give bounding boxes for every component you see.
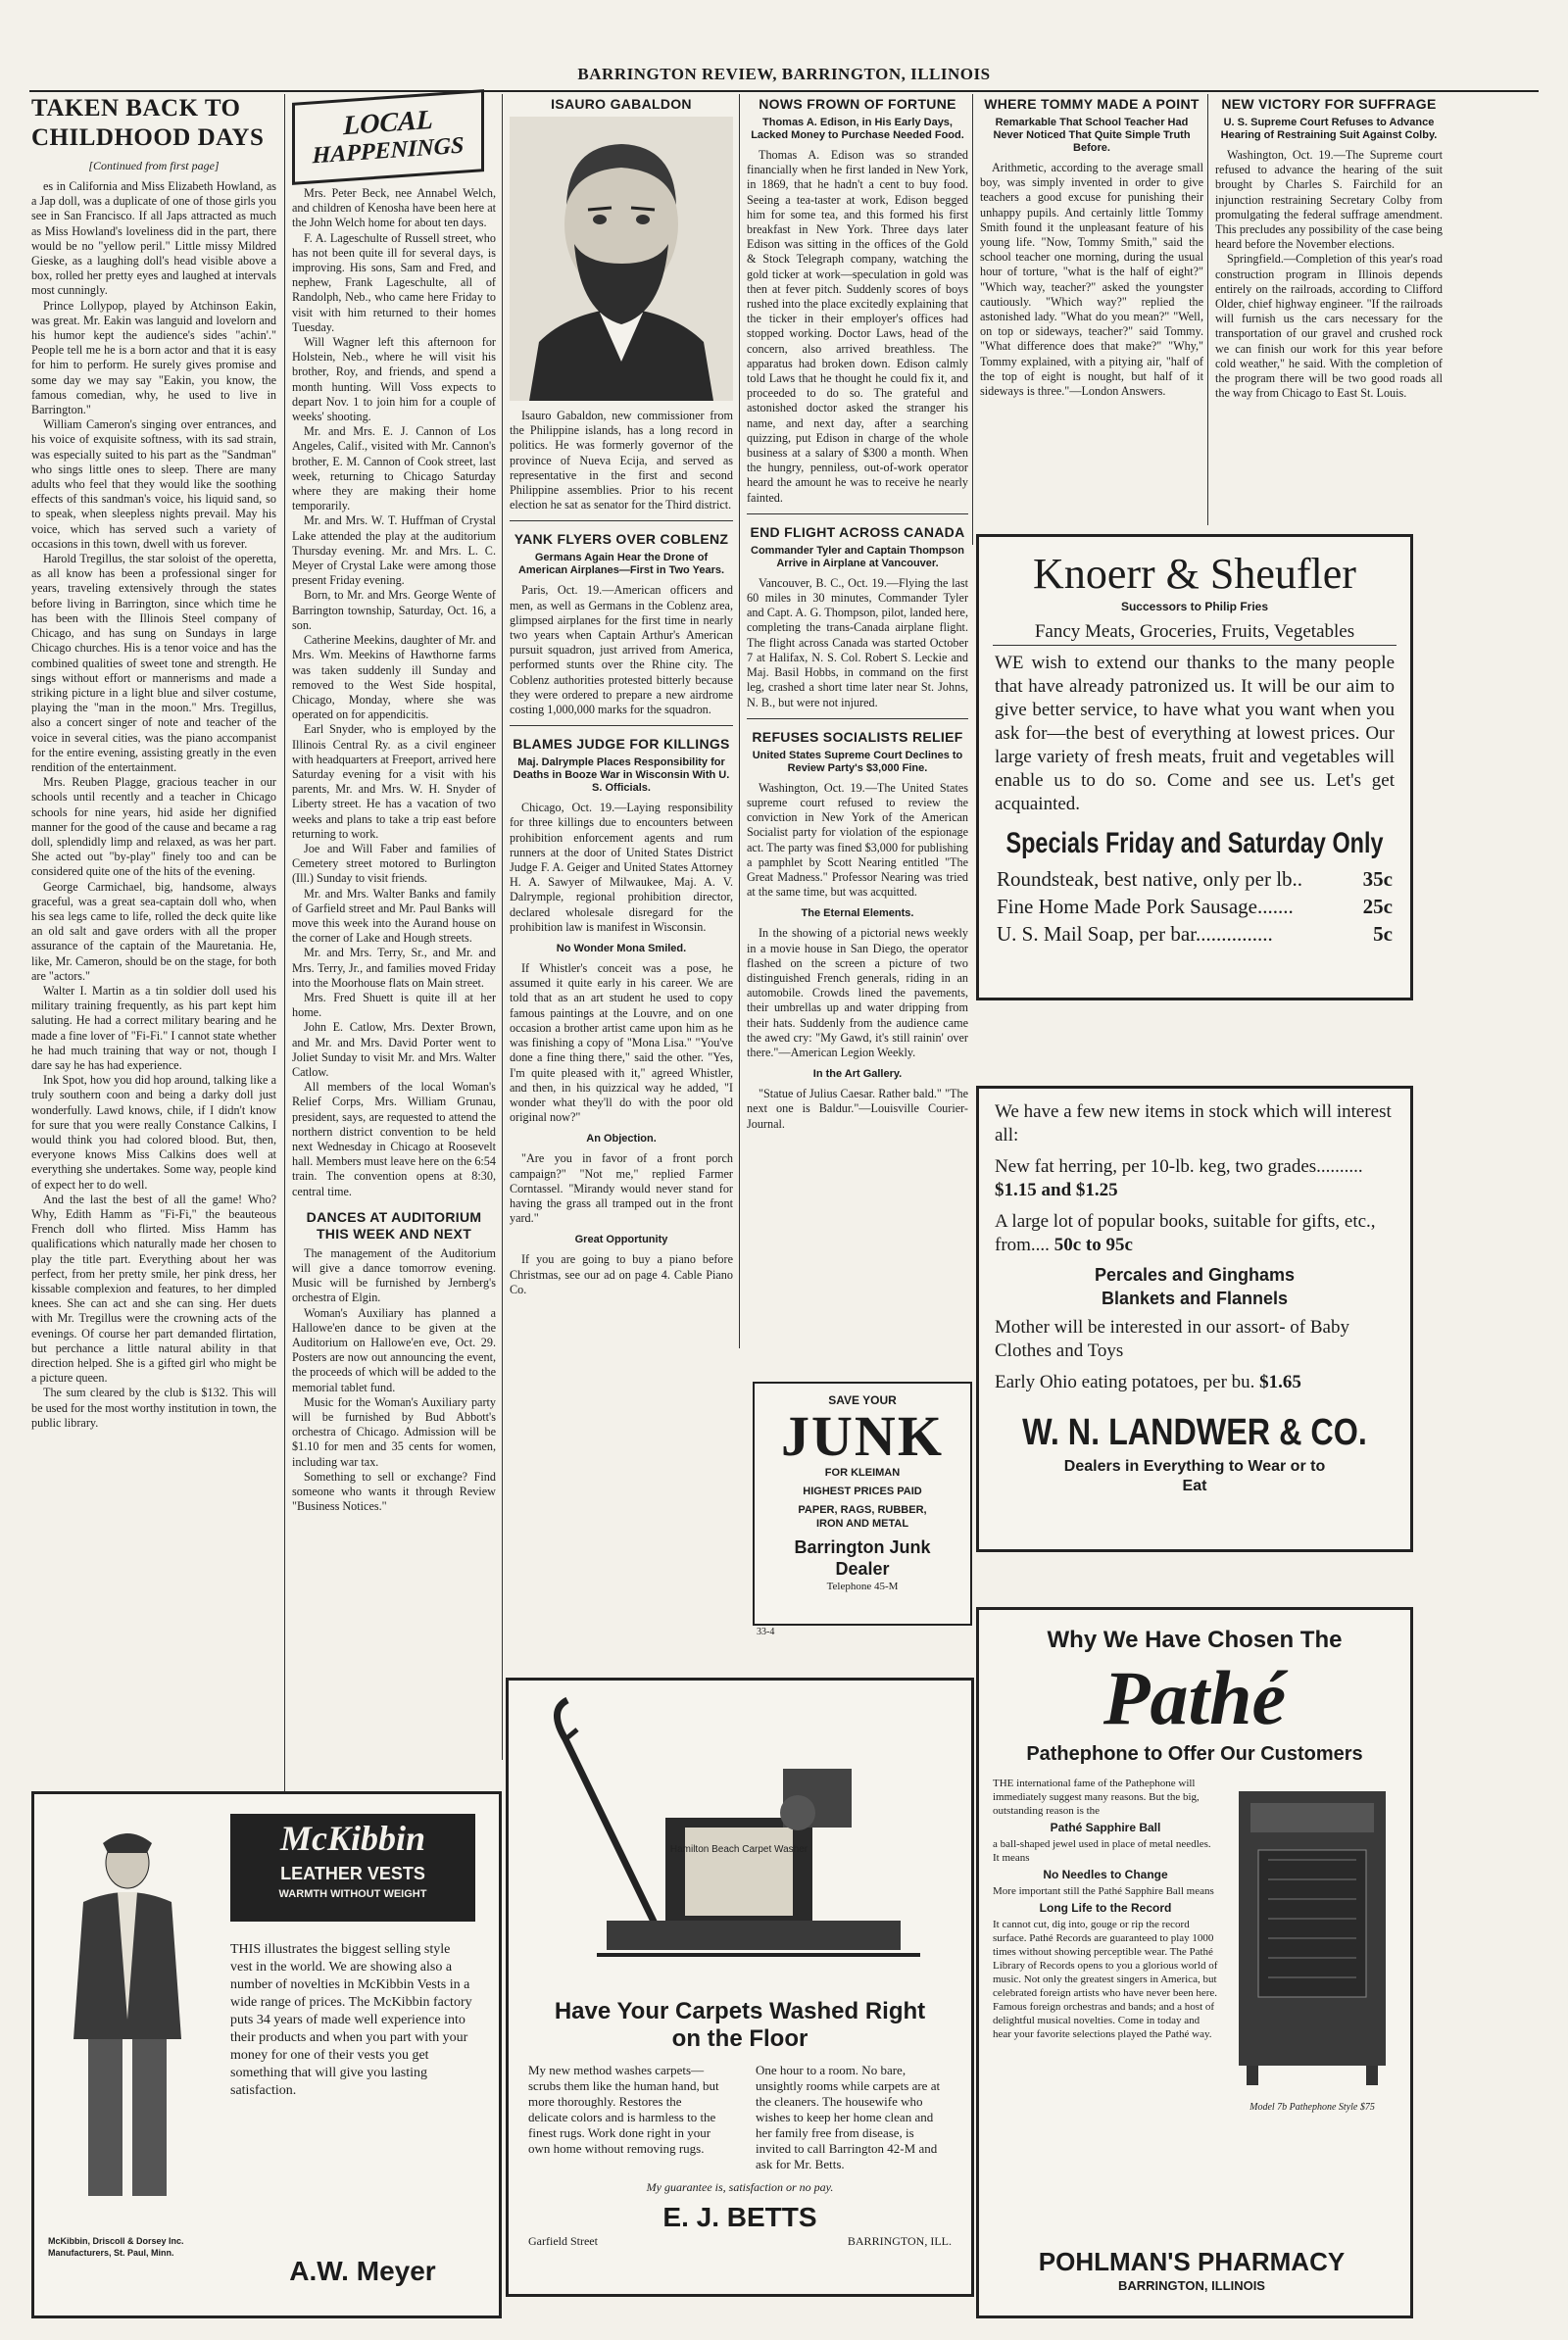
column-local-happenings (292, 94, 496, 1770)
ad-feature: No Needles to Change (1043, 1868, 1168, 1881)
ad-item: Blankets and Flannels (1101, 1289, 1289, 1308)
article-body (980, 161, 1203, 399)
paragraph: Music for the Woman's Auxiliary party will be furnished by Bud Abbott's orchestra of Chicago. Admission will be $1.10 for men and 35 cents for women, including war tax. (292, 1394, 496, 1469)
ad-feature: Long Life to the Record (1039, 1901, 1172, 1915)
ad-text: THE international fame of the Pathephone will immediately suggest many reasons. But the big, outstanding reason is the (993, 1778, 1200, 1817)
article-headline: YANK FLYERS OVER COBLENZ (514, 531, 729, 548)
ad-address: Garfield Street (528, 2234, 598, 2248)
ad-body (995, 1100, 1395, 1394)
news-item: Mr. and Mrs. Terry, Sr., and Mr. and Mrs. Terry, Jr., and families moved Friday into the Moorhouse flats on Main street. (292, 946, 496, 990)
article-body (510, 1252, 733, 1297)
article-body (510, 1151, 733, 1226)
article-headline: END FLIGHT ACROSS CANADA (750, 523, 965, 540)
paragraph: And the last the best of all the game! Who? Why, Edith Hamm as "Fi-Fi," the beauteous French doll who flirted. Miss Hamm has qualifications which naturally made her chosen to play the title part. Everything about her was perfect, from her pretty smile, her pink dress, her kissable complexion and features, to her dimpled knees. She can act and she can sing. Her duets with Mr. Tregillus were the crowning acts of the evenings. Of course her part demanded flirtation, but perchance a little natural ability in that direction helped. She is a gifted girl who might be a picture queen. (31, 1192, 276, 1386)
article-deck: U. S. Supreme Court Refuses to Advance Hearing of Restraining Suit Against Colby. (1220, 117, 1438, 141)
item-price: 25c (1362, 895, 1393, 918)
paragraph: Harold Tregillus, the star soloist of the operetta, as all know has been a professional singer for years, traveling extensively through the states before living in Barrington, since which time he has been with the Illinois Steel company of Chicago, and has sung on Sundays in large Chicago churches. His is a tenor voice and has the combined qualities of sweet tone and strength. He sings without effort or mannerisms and made a striking picture in a light blue and silver costume, playing the "man in the moon." Mrs. Tregillus, also a concert singer of note and teacher of the voice in several cities, was the piano accompanist for the entire evening, assisting greatly in the even rendition of the entertainment. (31, 552, 276, 774)
item-label: Early Ohio eating potatoes, per bu. (995, 1372, 1255, 1392)
column-gabaldon (510, 94, 733, 1296)
news-item: Catherine Meekins, daughter of Mr. and Mrs. Wm. Meekins of Hawthorne farms was taken suddenly ill Sunday and removed to the West Side hospital, Chicago, Monday, where she was operated on for appendicitis. (292, 633, 496, 722)
ad-address: BARRINGTON, ILL. (847, 2234, 952, 2248)
article-body (747, 576, 968, 710)
paragraph: Mrs. Reuben Plagge, gracious teacher in our schools until recently and a teacher in Chicago schools for nine years, hid aside her dignified manner for the good of the cause and became a rag doll, splendidly limp and relaxed, as was her part. She acted out "by-play" finely too and can be considered quite one of the hits of the evening. (31, 775, 276, 879)
article-headline: ISAURO GABALDON (551, 96, 692, 112)
item-price: 5c (1373, 922, 1393, 946)
news-item: Mrs. Fred Shuett is quite ill at her home. (292, 990, 496, 1020)
paragraph: In the showing of a pictorial news weekly in a movie house in San Diego, the operator flashed on the screen a picture of two distinguished French generals, riding in an automobile. Crowds lined the pavements, their umbrellas up and water dripping from their hats. Suddenly from the audience came the awed cry: "My Gawd, it's still rainin' over there."—American Legion Weekly. (747, 926, 968, 1059)
model-caption: Model 7b Pathephone Style $75 (1250, 2102, 1375, 2113)
news-item: Mr. and Mrs. Walter Banks and family of Garfield street and Mr. Paul Banks will move this week into the Aurand house on the corner of Lake and Hough streets. (292, 886, 496, 946)
ad-mckibbin (31, 1791, 502, 2318)
advertiser-tag: Dealers in Everything to Wear or to Eat (1063, 1458, 1326, 1494)
ad-intro: We have a few new items in stock which will interest all: (995, 1101, 1392, 1146)
article-headline: In the Art Gallery. (812, 1068, 903, 1081)
price-row (997, 920, 1393, 948)
ad-body: THIS illustrates the biggest selling style vest in the world. We are showing also a number of novelties in McKibbin Vests in a wide range of prices. The McKibbin factory puts 34 years of made well experience into their products and when you part with your money for one of their vests you get something that will give you lasting satisfaction. (230, 1942, 472, 2098)
item-label: Fine Home Made Pork Sausage....... (997, 895, 1294, 918)
column-rule (972, 94, 973, 545)
article-body (510, 801, 733, 935)
brand-name: Pathé (1102, 1655, 1287, 1740)
section-headline: DANCES AT AUDITORIUM THIS WEEK AND NEXT (306, 1208, 482, 1242)
ad-item: Mother will be interested in our assort- of Baby Clothes and Toys (995, 1317, 1349, 1361)
portrait-photo (510, 117, 755, 401)
column-edison (747, 94, 968, 1260)
ad-item (995, 1371, 1395, 1394)
article-body (1215, 148, 1443, 401)
ad-phone: Telephone 45-M (826, 1581, 899, 1592)
phonograph-cabinet-illustration (1229, 1781, 1396, 2095)
article-headline: No Wonder Mona Smiled. (556, 943, 687, 955)
article-deck: Remarkable That School Teacher Had Never Noticed That Quite Simple Truth Before. (993, 117, 1191, 154)
article-deck: Germans Again Hear the Drone of American Airplanes—First in Two Years. (517, 552, 725, 577)
ad-pathe (976, 1607, 1413, 2318)
paragraph: If Whistler's conceit was a pose, he assumed it quite early in his career. We are told that as an art student he used to copy famous paintings at the Louvre, and on one occasion a brother artist came upon him as he was finishing a copy of "Mona Lisa." "You've done a fine thing there," said the other. "Yes, I'm quite pleased with it," agreed Whistler, and then, in his quizzical way he added, "I wonder what they'll do with the poor old original now?" (510, 961, 733, 1125)
article-body (510, 583, 733, 717)
news-item: Earl Snyder, who is employed by the Illinois Central Ry. as a civil engineer with headquarters at Freeport, arrived here Saturday evening for a visit with his parents, Mr. and Mrs. W. H. Snyder of Liberty street. He has a vacation of two weeks and plans to take a trip east before returning to work. (292, 722, 496, 841)
ad-item (995, 1155, 1395, 1202)
ad-top: SAVE YOUR (828, 1393, 897, 1407)
ad-headline: Have Your Carpets Washed Right on the Floor (554, 1998, 926, 2052)
news-item: Mrs. Peter Beck, nee Annabel Welch, and children of Kenosha have been here at the John Welch home for about ten days. (292, 186, 496, 230)
paragraph: George Carmichael, big, handsome, always graceful, was a great sea-captain doll who, when his sea legs came to life, rolled the deck quite like an old salt and gave orders with all the proper assurance of the captain of the Mauretania. He, like, Mr. Cameron, should be on the stage, for both are "actors." (31, 879, 276, 983)
advertiser-city: BARRINGTON, ILLINOIS (1118, 2278, 1265, 2293)
paragraph: Thomas A. Edison was so stranded financially when he first landed in New York, in 1869, that he hadn't a cent to buy food. Seeing a tea-taster at work, Edison begged him for some tea, and this formed his first breakfast in New York. Three days later Edison was sitting in the offices of the Gold & Stock Telegraph company, watching the gold ticker at work—speculation in gold was then at fever pitch. Suddenly scores of boys rushed into the place excitedly explaining that the ticker in their employer's offices had stopped working. Doctor Laws, head of the concern, also arrived breathless. The apparatus had broken down. Edison calmly told Laws that he thought he could fix it, and proceeded to do so. The grateful and astonished doctor asked the stranger his name, and next day, after a searching quizzing, put Edison in charge of the whole business at a salary of $300 a month. When the hungry, penniless, out-of-work operator heard the amount he was to receive he nearly fainted. (747, 148, 968, 505)
news-item: All members of the local Woman's Relief Corps, Mrs. William Grunau, president, says, are requested to attend the northern district convention to be held next Wednesday in Chicago at Roosevelt hall. Members must leave here on the 6:54 train. The convention opens at 8:30, central time. (292, 1080, 496, 1198)
specials-banner: Specials Friday and Saturday Only (1005, 827, 1384, 859)
advertiser-name: Knoerr & Sheufler (1033, 550, 1356, 598)
ad-big-word: JUNK (781, 1404, 944, 1468)
paragraph: William Cameron's singing over entrances, and his voice of exquisite softness, with its sad strain, was especially suited to his part as the "Sandman" who sings little ones to sleep. There are many adults who feel that they would like the soothing effects of this sandman's voice, his liquid sand, so to speak, when sleepless nights prevail. May his voice, which has served such a variety of occasions in this town, dwell with us forever. (31, 417, 276, 551)
article-headline: REFUSES SOCIALISTS RELIEF (752, 728, 963, 745)
title-line: LOCAL (343, 104, 433, 142)
paragraph: Arithmetic, according to the average small boy, was simply invented in order to give teachers a good excuse for punishing their unhappy pupils. And certainly little Tommy Smith found it the unpleasant feature of his young life. "Now, Tommy Smith," said the school teacher one morning, during the usual hour of torture, "what is the half of eight?" "Which way, teacher?" asked the youngster cautiously. "Which way?" replied the astonished lady. "What do you mean?" "Well, on top or sideways, teacher?" said Tommy. "What difference does that make?" "Why," Tommy explained, with a pitying air, "half of the top of eight is nought, but half of it sideways is three."—London Answers. (980, 161, 1203, 399)
price-row (997, 865, 1393, 893)
article-deck: Maj. Dalrymple Places Responsibility for Deaths in Booze War in Wisconsin With U. S. Officials. (513, 756, 730, 795)
paragraph: "Statue of Julius Caesar. Rather bald." "The next one is Baldur."—Louisville Courier-Journal. (747, 1087, 968, 1131)
news-item: Mr. and Mrs. W. T. Huffman of Crystal Lake attended the play at the auditorium Thursday evening. Mr. and Mrs. L. C. Meyer of Crystal Lake were among those present Friday evening. (292, 513, 496, 588)
divider (510, 725, 733, 726)
ad-text: More important still the Pathé Sapphire Ball means (993, 1885, 1214, 1897)
news-item: Mr. and Mrs. E. J. Cannon of Los Angeles, Calif., visited with Mr. Cannon's brother, E. M. Cannon of Cook street, last week, returning to Chicago Saturday where they are making their home temporarily. (292, 424, 496, 513)
article-headline: NOWS FROWN OF FORTUNE (759, 96, 956, 112)
article-headline: BLAMES JUDGE FOR KILLINGS (513, 736, 730, 753)
photo-caption (510, 409, 733, 512)
vest-man-illustration (44, 1824, 211, 2216)
paragraph: Vancouver, B. C., Oct. 19.—Flying the last 60 miles in 30 minutes, Commander Tyler and Capt. A. G. Thompson, pilot, landed here, completing the trans-Canada airplane flight. The flight across Canada was started October 7 at Halifax, N. S. Col. Robert S. Leckie and Maj. Basil Hobbs, in command on the first leg, crashed a short time later near St. Johns, N. B., but were not injured. (747, 575, 968, 709)
paragraph: If you are going to buy a piano before Christmas, see our ad on page 4. Cable Piano Co. (510, 1252, 733, 1296)
column-rule (502, 94, 503, 1760)
divider (510, 520, 733, 521)
ad-body (993, 1777, 1218, 2041)
article-deck: United States Supreme Court Declines to Review Party's $3,000 Fine. (752, 749, 963, 774)
paragraph: The management of the Auditorium will give a dance tomorrow evening. Music will be furnished by Jernberg's orchestra of Elgin. (292, 1245, 496, 1305)
price-row (997, 893, 1393, 920)
slogan: WARMTH WITHOUT WEIGHT (278, 1888, 427, 1900)
paragraph: Woman's Auxiliary has planned a Hallowe'en dance to be given at the Auditorium on Hallowe'en eve, Oct. 29. Posters are now out announcing the event, the proceeds of which will be added to the memorial tablet fund. (292, 1305, 496, 1394)
advertiser-sub: Successors to Philip Fries (1120, 600, 1269, 613)
article-body (510, 961, 733, 1125)
ad-knoerr-sheufler (976, 534, 1413, 1000)
article-body (31, 179, 276, 1431)
article-body (747, 781, 968, 901)
article-headline: An Objection. (586, 1133, 657, 1146)
paragraph: Chicago, Oct. 19.—Laying responsibility for three killings due to encounters between prohibition enforcement agents and rum runners at the door of United States District Judge F. A. Geiger and United States Attorney H. A. Sawyer of Milwaukee, Maj. A. V. Dalrymple, regional prohibition director, declared wholesale disregard for the prohibition law is manifest in Wisconsin. (510, 801, 733, 934)
caption-text: Isauro Gabaldon, new commissioner from the Philippine islands, has a long record in politics. He was formerly governor of the province of Nueva Ecija, and served as representative in the first and second Philippine assemblies. Prior to his recent election he sat as senator for the Third district. (510, 409, 733, 512)
local-items (292, 186, 496, 1199)
paragraph: Springfield.—Completion of this year's road construction program in Illinois depends entirely on the railroads, according to Clifford Older, chief highway engineer. "If the railroads will furnish us the cars necessary for the transportation of our gravel and crushed rock we can finish our work for this year before cold weather," he said. With the completion of the program there will be two good roads all the way from Chicago to East St. Louis. (1215, 252, 1443, 401)
item-price: 50c to 95c (1054, 1235, 1133, 1255)
carpet-washer-illustration (509, 1681, 971, 1994)
ad-maker: McKibbin, Driscoll & Dorsey Inc. Manufacturers, St. Paul, Minn. (48, 2236, 184, 2258)
advertiser-name: POHLMAN'S PHARMACY (1038, 2247, 1346, 2276)
paragraph: Washington, Oct. 19.—The United States supreme court refused to review the conviction in New York of the American Socialist party for violation of the espionage act. The party was fined $3,000 for publishing a pamphlet by Scott Nearing entitled "The Great Madness." Professor Nearing was tried at the same time, but was acquitted. (747, 780, 968, 900)
article-headline: Great Opportunity (574, 1234, 668, 1246)
item-price: $1.15 and $1.25 (995, 1180, 1118, 1200)
news-item: Will Wagner left this afternoon for Holstein, Neb., where he will visit his brother, Roy, and friends, and spend a month hunting. Will Voss expects to depart Nov. 1 to join him for a couple of weeks' shooting. (292, 335, 496, 424)
paragraph: The sum cleared by the club is $132. This will be used for the most worthy institution in town, the public library. (31, 1386, 276, 1430)
news-item: F. A. Lageschulte of Russell street, who has not been quite ill for several days, is improving. His sons, Sam and Fred, and nephew, Frank Lageschulte, all of Randolph, Neb., who came here Friday to visit with him returned to their homes Tuesday. (292, 230, 496, 334)
item-label: U. S. Mail Soap, per bar............... (997, 922, 1273, 946)
ad-guarantee: My guarantee is, satisfaction or no pay. (646, 2180, 834, 2194)
news-item: Joe and Will Faber and families of Cemetery street motored to Burlington (Ill.) Sunday to visit friends. (292, 841, 496, 886)
title-line: HAPPENINGS (312, 132, 465, 170)
article-body (747, 148, 968, 506)
ad-body: WE wish to extend our thanks to the many people that have already patronized us. It will be our aim to give better service, to have what you want when you ask for—the best of everything at lowest prices. Our large variety of fresh meats, fruit and vegetables will enable us to do so. Come and see us. Let's get acquainted. (995, 653, 1395, 814)
ad-item: Percales and Ginghams (1094, 1265, 1296, 1285)
dances-body (292, 1246, 496, 1515)
ad-goods: PAPER, RAGS, RUBBER, IRON AND METAL (798, 1504, 927, 1530)
news-item: John E. Catlow, Mrs. Dexter Brown, and Mr. and Mrs. David Porter went to Joliet Sunday to visit Mr. and Mrs. Walter Catlow. (292, 1020, 496, 1079)
ad-subhead: Pathephone to Offer Our Customers (1026, 1743, 1363, 1765)
ad-dealer: Barrington Junk Dealer (794, 1537, 931, 1579)
article-headline: NEW VICTORY FOR SUFFRAGE (1221, 96, 1437, 112)
column-childhood-days (31, 94, 276, 1779)
advertiser-name: W. N. LANDWER & CO. (1022, 1412, 1367, 1453)
advertiser-line: Fancy Meats, Groceries, Fruits, Vegetables (993, 619, 1396, 646)
ad-feature: Pathé Sapphire Ball (1050, 1821, 1161, 1834)
ad-text: a ball-shaped jewel used in place of metal needles. It means (993, 1838, 1211, 1864)
machine-label: Hamilton Beach Carpet Washer (669, 1844, 808, 1855)
divider (747, 513, 968, 514)
column-rule (1207, 94, 1208, 525)
continued-note: [Continued from first page] (88, 159, 220, 172)
ad-item (995, 1210, 1395, 1257)
item-label: A large lot of popular books, suitable for gifts, etc., from.... (995, 1211, 1376, 1255)
paragraph: Walter I. Martin as a tin soldier doll used his military training frequently, as his part kept him saluting. He had a correct military bearing and he made a fine lover of "Fi-Fi." I cannot state whether he had much training that way or not, though I dare say he has had experience. (31, 983, 276, 1072)
paragraph: es in California and Miss Elizabeth Howland, as a Jap doll, was a duplicate of one of those girls you see in San Francisco. If all Japs attracted as much as Miss Howland's loveliness did in the part, there would be no "yellow peril." Little missy Mildred Gieske, as a laughing doll's head visible above a box, rolled her pretty eyes and laughed at intervals most cunningly. (31, 179, 276, 298)
product-name: LEATHER VESTS (280, 1864, 425, 1883)
item-label: New fat herring, per 10-lb. keg, two grades.......... (995, 1156, 1363, 1177)
item-price: $1.65 (1259, 1372, 1301, 1392)
paragraph: "Are you in favor of a front porch campaign?" "Not me," replied Farmer Corntassel. "Mirandy would never stand for having the grass all tramped out in the front yard." (510, 1151, 733, 1226)
article-deck: Commander Tyler and Captain Thompson Arrive in Airplane at Vancouver. (751, 544, 964, 569)
divider (747, 718, 968, 719)
ad-code: 33-4 (757, 1627, 775, 1637)
column-suffrage (1215, 94, 1443, 525)
article-deck: Thomas A. Edison, in His Early Days, Lacked Money to Purchase Needed Food. (751, 117, 964, 141)
article-headline: TAKEN BACK TO CHILDHOOD DAYS (31, 95, 265, 151)
specials-list (997, 865, 1393, 948)
ad-body-right: One hour to a room. No bare, unsightly rooms while carpets are at the cleaners. The housewife who wishes to keep her home clean and her family free from disease, is invited to call Barrington 42-M and ask for Mr. Betts. (756, 2063, 941, 2171)
ad-body-left: My new method washes carpets—scrubs them like the human hand, but more thoroughly. Restores the delicate colors and is harmless to the finest rugs. Work done right in your own home without removing rugs. (528, 2063, 719, 2156)
item-label: Roundsteak, best native, only per lb.. (997, 867, 1303, 891)
article-headline: The Eternal Elements. (801, 907, 914, 920)
article-body (747, 926, 968, 1060)
column-rule (284, 94, 285, 1819)
ad-text: It cannot cut, dig into, gouge or rip the record surface. Pathé Records are guaranteed to play 1000 times without showing perceptible wear. The Pathé Library of Records opens to you a glorious world of music. Not only the greatest singers in America, but celebrated foreign artists who have never been here. Famous foreign orchestras and bands; and a host of delightful musical novelties. Come in today and hear your favorite selections played the Pathé way. (993, 1919, 1218, 2040)
article-body (747, 1087, 968, 1132)
masthead: BARRINGTON REVIEW, BARRINGTON, ILLINOIS (29, 65, 1539, 92)
ad-carpet-washing (506, 1678, 974, 2297)
gabaldon-portrait (510, 117, 733, 401)
ad-addresses (528, 2234, 952, 2249)
ad-headline: Why We Have Chosen The (1047, 1627, 1343, 1653)
paragraph: Washington, Oct. 19.—The Supreme court refused to advance the hearing of the suit brought by Charles S. Fairchild for an injunction restraining Secretary Colby from promulgating the federal suffrage amendment. This precludes any possibility of the case being heard before the November elections. (1215, 148, 1443, 252)
ad-junk (753, 1382, 972, 1626)
local-happenings-title (292, 89, 484, 185)
ad-price: HIGHEST PRICES PAID (803, 1486, 922, 1497)
paragraph: Something to sell or exchange? Find someone who wants it through Review "Business Notices." (292, 1469, 496, 1514)
paragraph: Prince Lollypop, played by Atchinson Eakin, was great. Mr. Eakin was languid and lovelorn and his humor kept the audience's sides "achin'." People tell me he is a born actor and that it is easy for him to perform. He surely gives promise and some day we may say "Eakin, you know, the famous comedian, why, he used to live in Barrington." (31, 298, 276, 417)
advertiser-name: E. J. BETTS (662, 2202, 817, 2232)
article-headline: WHERE TOMMY MADE A POINT (984, 96, 1200, 112)
item-price: 35c (1362, 867, 1393, 891)
mckibbin-logo (230, 1814, 475, 1922)
ad-body (528, 2063, 952, 2172)
paragraph: Ink Spot, how you did hop around, talking like a truly southern coon and being a darky doll just wonderfully. Lawd knows, chile, if I didn't know for sure that you were really Constance Calkins, I would think you had colored blood. But, then, everyone knows Miss Calkins does well at everything she undertakes. Some way, people kind of expect her to do well. (31, 1073, 276, 1192)
paragraph: Paris, Oct. 19.—American officers and men, as well as Germans in the Coblenz area, glimpsed airplanes for the first time in nearly two years when Captain Arthur's American pursuit squadron, just arrived from America, performed stunts over the Rhine city. The Coblenz authorities protested bitterly because they were ordered to prepare a new airdrome costing 1,000,000 marks for the squadron. (510, 583, 733, 717)
advertiser-name: A.W. Meyer (289, 2256, 436, 2286)
column-tommy (980, 94, 1203, 525)
brand-name: McKibbin (279, 1819, 426, 1858)
news-item: Born, to Mr. and Mrs. George Wente of Barrington township, Saturday, Oct. 16, a son. (292, 588, 496, 632)
ad-for: FOR KLEIMAN (824, 1467, 901, 1479)
ad-landwer (976, 1086, 1413, 1552)
